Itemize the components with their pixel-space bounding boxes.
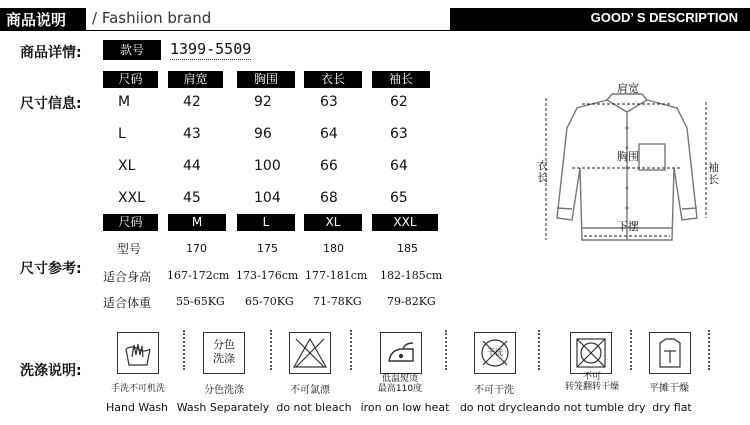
- ref-header-l: L: [237, 214, 295, 231]
- size-row-l-chest: 96: [254, 126, 272, 142]
- model-value: 1399-5509: [170, 40, 252, 58]
- ref-row-weight-m: 55-65KG: [176, 295, 225, 308]
- ref-row-weight-xl: 71-78KG: [313, 295, 362, 308]
- care-separator: [270, 330, 272, 370]
- size-row-l-shoulder: 43: [183, 126, 201, 142]
- ref-row-model-xl: 180: [323, 242, 344, 255]
- diagram-sleeve-label: 袖长: [708, 161, 719, 186]
- care-hand-wash-cn: 手洗不可机洗: [110, 384, 165, 394]
- diagram-length-label: 衣长: [537, 159, 548, 184]
- care-wash-separately-en: Wash Separately: [176, 401, 270, 414]
- no-bleach-icon: [289, 332, 331, 374]
- size-header-length: 衣长: [304, 71, 362, 88]
- care-iron-low-cn: 低温熨烫 最高110度: [377, 374, 423, 394]
- size-ref-label: 尺寸参考:: [20, 261, 82, 277]
- size-header-sleeve: 袖长: [372, 71, 430, 88]
- size-row-l-sleeve: 63: [390, 126, 408, 142]
- ref-row-model-label: 型号: [117, 242, 142, 256]
- header-title-right: GOOD’ S DESCRIPTION: [590, 10, 738, 25]
- header-title-en: / Fashiion brand: [92, 9, 212, 27]
- ref-row-height-xxl: 182-185cm: [380, 269, 443, 282]
- ref-row-height-label: 适合身高: [103, 270, 152, 284]
- care-no-tumble-dry-en: do not tumble dry: [546, 401, 646, 414]
- header-title-cn: 商品说明: [6, 11, 67, 29]
- care-no-bleach-en: do not bleach: [276, 401, 352, 414]
- size-row-m-sleeve: 62: [390, 94, 408, 110]
- care-label: 洗涤说明:: [20, 363, 82, 379]
- size-row-xxl-sleeve: 65: [390, 190, 408, 206]
- wash-separately-icon-text: 分色 洗涤: [213, 338, 235, 365]
- size-info-label: 尺寸信息:: [20, 96, 82, 112]
- ref-row-height-l: 173-176cm: [236, 269, 299, 282]
- diagram-chest-label: 胸围: [617, 150, 639, 163]
- care-no-dryclean-en: do not dryclean: [459, 401, 547, 414]
- hand-wash-icon: [117, 332, 159, 374]
- size-row-xl-shoulder: 44: [183, 158, 201, 174]
- care-separator: [445, 330, 447, 370]
- care-separator: [350, 330, 352, 370]
- iron-low-icon: [380, 332, 422, 374]
- care-separator: [183, 330, 185, 370]
- ref-row-weight-xxl: 79-82KG: [387, 295, 436, 308]
- header-rule: [0, 30, 750, 31]
- ref-row-model-l: 175: [257, 242, 278, 255]
- size-row-m-chest: 92: [254, 94, 272, 110]
- wash-separately-icon: [203, 332, 245, 374]
- care-dry-flat-en: dry flat: [652, 401, 692, 414]
- care-separator: [630, 330, 632, 370]
- care-hand-wash-en: Hand Wash: [105, 401, 169, 414]
- page-header: [0, 0, 750, 30]
- size-row-xl-length: 66: [320, 158, 338, 174]
- ref-row-model-xxl: 185: [397, 242, 418, 255]
- size-row-xl-sleeve: 64: [390, 158, 408, 174]
- no-tumble-dry-icon: [570, 332, 612, 374]
- model-tag: 款号: [103, 40, 161, 60]
- care-dry-flat-cn: 平摊干燥: [649, 383, 689, 394]
- size-row-xxl-chest: 104: [254, 190, 281, 206]
- size-row-m-shoulder: 42: [183, 94, 201, 110]
- diagram-hem-label: 下摆: [617, 220, 639, 233]
- ref-header-size: 尺码: [103, 214, 158, 231]
- ref-header-xl: XL: [304, 214, 362, 231]
- size-row-xxl-shoulder: 45: [183, 190, 201, 206]
- ref-row-height-m: 167-172cm: [167, 269, 230, 282]
- no-dryclean-icon: [474, 332, 516, 374]
- ref-header-m: M: [168, 214, 226, 231]
- diagram-shoulder-label: 肩宽: [617, 82, 639, 95]
- size-row-l-size: L: [118, 126, 126, 142]
- care-separator: [538, 330, 540, 370]
- size-row-xl-chest: 100: [254, 158, 281, 174]
- ref-row-height-xl: 177-181cm: [305, 269, 368, 282]
- care-wash-separately-cn: 分色洗涤: [204, 385, 244, 396]
- ref-row-model-m: 170: [186, 242, 207, 255]
- size-header-shoulder: 肩宽: [168, 71, 223, 88]
- ref-row-weight-l: 65-70KG: [245, 295, 294, 308]
- no-dryclean-icon-text: 干洗: [487, 348, 503, 357]
- care-no-tumble-dry-cn: 不可 转笼翻转干燥: [564, 372, 619, 392]
- size-row-m-length: 63: [320, 94, 338, 110]
- size-row-l-length: 64: [320, 126, 338, 142]
- dry-flat-icon: [649, 332, 691, 374]
- size-row-xxl-length: 68: [320, 190, 338, 206]
- size-row-xl-size: XL: [118, 158, 136, 174]
- details-label: 商品详情:: [20, 45, 82, 61]
- care-separator: [708, 330, 710, 370]
- care-iron-low-en: iron on low heat: [360, 401, 450, 414]
- size-row-m-size: M: [118, 94, 131, 110]
- ref-header-xxl: XXL: [372, 214, 438, 231]
- size-header-chest: 胸围: [237, 71, 295, 88]
- size-header-size: 尺码: [103, 71, 158, 88]
- size-row-xxl-size: XXL: [118, 190, 145, 206]
- ref-row-weight-label: 适合体重: [103, 296, 152, 310]
- care-no-dryclean-cn: 不可干洗: [474, 385, 514, 396]
- care-no-bleach-cn: 不可氯漂: [290, 385, 330, 396]
